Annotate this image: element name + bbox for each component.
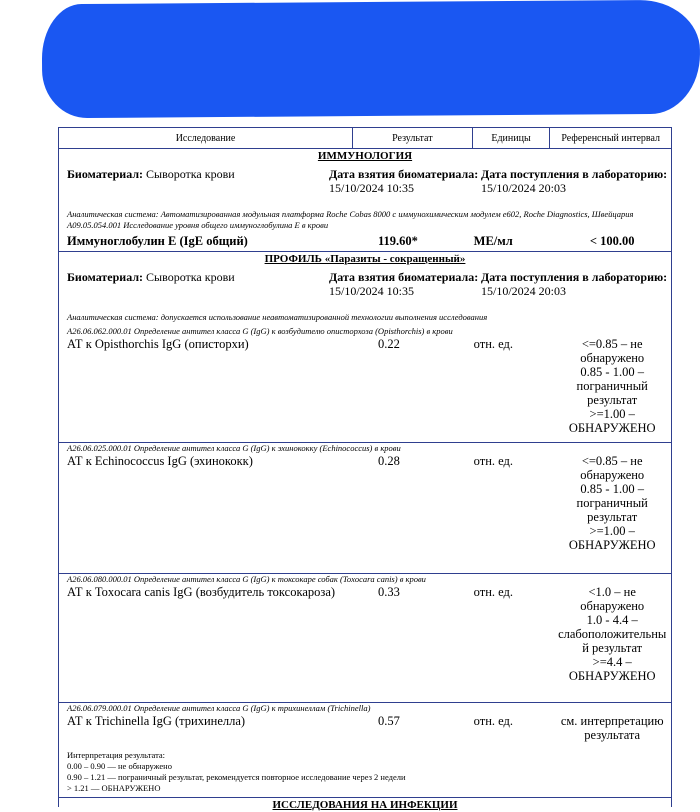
taken-value: 15/10/2024 10:35 [329, 181, 415, 195]
test-value: 119.60* [377, 234, 418, 248]
taken-label: Дата взятия биоматериала: [329, 167, 479, 181]
test-code: А26.06.080.000.01 Определение антител класса G (IgG) к токсокаре собак (Toxocara canis) в крови [67, 574, 426, 584]
test-value: 0.57 [377, 714, 400, 728]
bio-label: Биоматериал: [67, 270, 144, 284]
test-unit: отн. ед. [473, 454, 514, 468]
bio-value: Сыворотка крови [146, 167, 235, 181]
result-row-ige [59, 234, 671, 248]
section-title-immunology: ИММУНОЛОГИЯ [317, 150, 413, 162]
section-title-parasites: ПРОФИЛЬ «Паразиты - сокращенный» [264, 253, 466, 265]
test-name: Иммуноглобулин Е (IgE общий) [67, 234, 248, 248]
section-title-infections: ИССЛЕДОВАНИЯ НА ИНФЕКЦИИ [272, 799, 458, 811]
biomaterial-row [59, 266, 671, 306]
lab-report-table [58, 127, 672, 811]
test-ref: < 100.00 [589, 234, 635, 248]
test-unit: отн. ед. [473, 337, 514, 351]
received-value: 15/10/2024 20:03 [481, 181, 567, 195]
test-unit: отн. ед. [473, 585, 514, 599]
received-value: 15/10/2024 20:03 [481, 284, 567, 298]
result-row-opisthorchis [59, 337, 671, 435]
test-ref: <=0.85 – не обнаружено 0.85 - 1.00 – пограничный результат >=1.00 – ОБНАРУЖЕНО [568, 337, 656, 435]
redaction-scribble [42, 0, 700, 118]
col-study-header: Исследование [59, 128, 353, 148]
result-row-echinococcus [59, 454, 671, 552]
bio-value: Сыворотка крови [146, 270, 235, 284]
received-label: Дата поступления в лабораторию: [481, 270, 668, 284]
test-name: АТ к Toxocara canis IgG (возбудитель токсокароза) [67, 585, 336, 599]
taken-value: 15/10/2024 10:35 [329, 284, 415, 298]
test-value: 0.22 [377, 337, 400, 351]
interpretation-block: Интерпретация результата: 0.00 – 0.90 — не обнаружено 0.90 – 1.21 — пограничный результат, рекомендуется повторное исследование через 2 недели > 1.21 — ОБНАРУЖЕНО [67, 750, 406, 793]
test-value: 0.33 [377, 585, 400, 599]
test-ref: см. интерпретацию результата [560, 714, 664, 742]
col-result-header: Результат [353, 128, 473, 148]
analytic-system-note: Аналитическая система: допускается использование неавтоматизированной технологии выполнения исследования [67, 312, 488, 322]
test-name: АТ к Echinococcus IgG (эхинококк) [67, 454, 253, 468]
test-unit: отн. ед. [473, 714, 514, 728]
test-name: АТ к Trichinella IgG (трихинелла) [67, 714, 246, 728]
test-code: А09.05.054.001 Исследование уровня общего иммуноглобулина Е в крови [67, 220, 329, 230]
test-code: А26.06.079.000.01 Определение антител класса G (IgG) к трихинеллам (Trichinella) [67, 703, 371, 713]
test-code: А26.06.062.000.01 Определение антител класса G (IgG) к возбудителю описторхоза (Opisthorchis) в крови [67, 326, 453, 336]
test-unit: МЕ/мл [473, 234, 513, 248]
bio-label: Биоматериал: [67, 167, 144, 181]
test-ref: <1.0 – не обнаружено 1.0 - 4.4 – слабоположительны й результат >=4.4 – ОБНАРУЖЕНО [558, 585, 667, 683]
taken-label: Дата взятия биоматериала: [329, 270, 479, 284]
received-label: Дата поступления в лабораторию: [481, 167, 668, 181]
col-units-header: Единицы [473, 128, 551, 148]
test-value: 0.28 [377, 454, 400, 468]
test-name: АТ к Opisthorchis IgG (описторхи) [67, 337, 249, 351]
table-header [59, 128, 671, 149]
test-code: А26.06.025.000.01 Определение антител класса G (IgG) к эхинококку (Echinococcus) в крови [67, 443, 401, 453]
result-row-trichinella [59, 714, 671, 742]
result-row-toxocara [59, 585, 671, 683]
col-ref-header: Референсный интервал [561, 132, 661, 144]
analytic-system-note: Аналитическая система: Автоматизированная модульная платформа Roche Cobas 8000 с иммунохимическим модулем e602, Roche Diagnostics, Швейцария [67, 209, 634, 219]
biomaterial-row [59, 163, 671, 203]
test-ref: <=0.85 – не обнаружено 0.85 - 1.00 – пограничный результат >=1.00 – ОБНАРУЖЕНО [568, 454, 656, 552]
